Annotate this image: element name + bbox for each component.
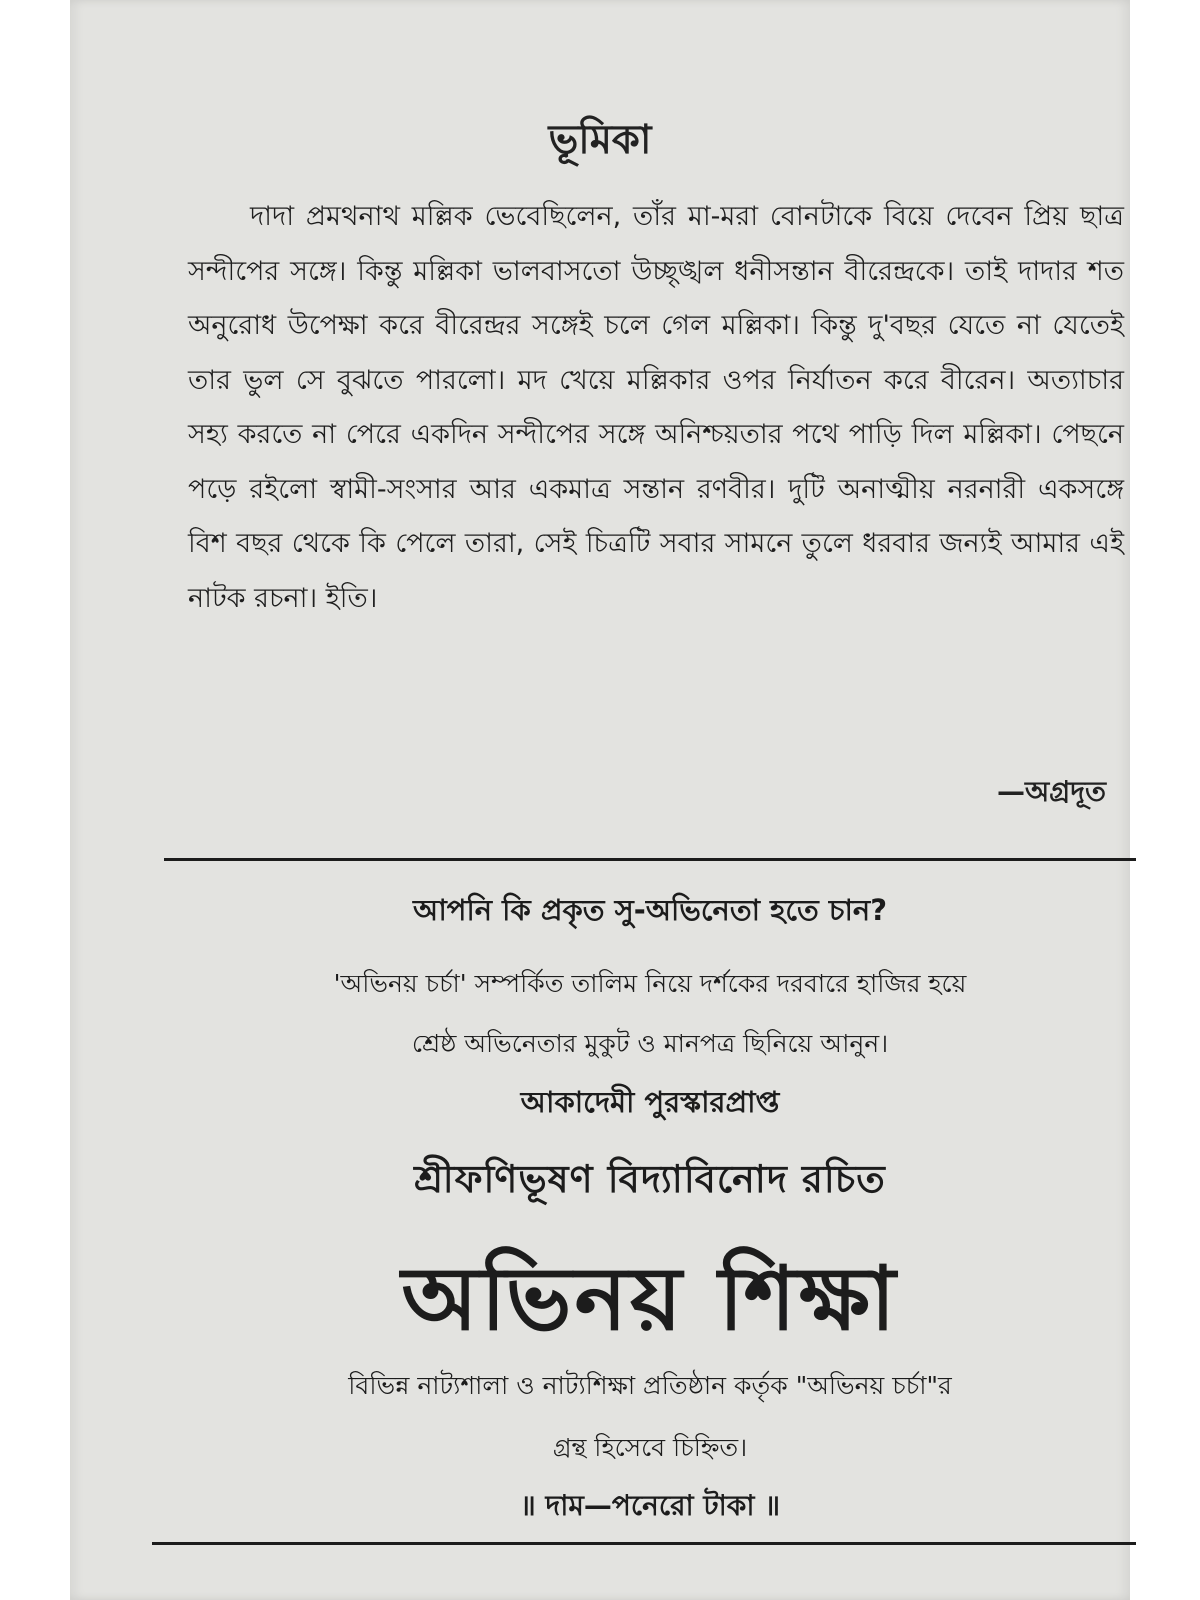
section-divider-top bbox=[164, 858, 1136, 861]
ad-description-1: বিভিন্ন নাট্যশালা ও নাট্যশিক্ষা প্রতিষ্ঠান কর্তৃক "অভিনয় চর্চা"র bbox=[348, 1371, 952, 1400]
ad-author: শ্রীফণিভূষণ বিদ্যাবিনোদ রচিত bbox=[414, 1157, 886, 1201]
ad-price: ॥ দাম—পনেরো টাকা ॥ bbox=[519, 1489, 781, 1522]
ad-line-1: 'অভিনয় চর্চা' সম্পর্কিত তালিম নিয়ে দর্শকের দরবারে হাজির হয়ে bbox=[333, 969, 967, 998]
ad-line-2: শ্রেষ্ঠ অভিনেতার মুকুট ও মানপত্র ছিনিয়ে আনুন। bbox=[411, 1029, 889, 1058]
preface-heading: ভূমিকা bbox=[548, 117, 652, 163]
ad-book-title: অভিনয় শিক্ষা bbox=[401, 1247, 899, 1350]
author-signature: —অগ্রদূত bbox=[997, 775, 1106, 808]
preface-body: দাদা প্রমথনাথ মল্লিক ভেবেছিলেন, তাঁর মা-মরা বোনটাকে বিয়ে দেবেন প্রিয় ছাত্র সন্দীপের সঙ্গে। কিন্তু মল্লিকা ভালবাসতো উচ্ছৃঙ্খল ধনীসন্তান বীরেন্দ্রকে। তাই দাদার শত অনুরোধ উপেক্ষা করে বীরেন্দ্রর সঙ্গেই চলে গেল মল্লিকা। কিন্তু দু'বছর যেতে না যেতেই তার ভুল সে বুঝতে পারলো। মদ খেয়ে মল্লিকার ওপর নির্যাতন করে বীরেন। অত্যাচার সহ্য করতে না পেরে একদিন সন্দীপের সঙ্গে অনিশ্চয়তার পথে পাড়ি দিল মল্লিকা। পেছনে পড়ে রইলো স্বামী-সংসার আর একমাত্র সন্তান রণবীর। দুটি অনাত্মীয় নরনারী একসঙ্গে বিশ বছর থেকে কি পেলে তারা, সেই চিত্রটি সবার সামনে তুলে ধরবার জন্যই আমার এই নাটক রচনা। ইতি। bbox=[188, 201, 1124, 614]
ad-award: আকাদেমী পুরস্কারপ্রাপ্ত bbox=[520, 1085, 780, 1119]
ad-question: আপনি কি প্রকৃত সু-অভিনেতা হতে চান? bbox=[412, 893, 888, 927]
ad-description-2: গ্রন্থ হিসেবে চিহ্নিত। bbox=[552, 1433, 748, 1462]
section-divider-bottom bbox=[152, 1542, 1136, 1545]
book-page bbox=[70, 0, 1130, 1600]
